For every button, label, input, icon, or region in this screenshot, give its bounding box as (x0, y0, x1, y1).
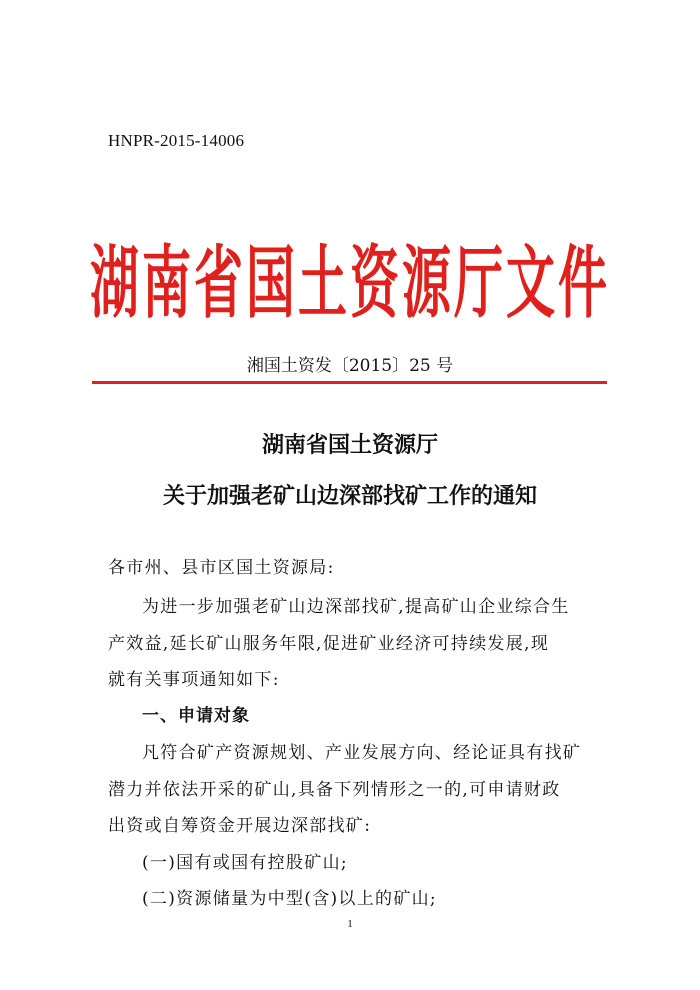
document-title-line-1: 湖南省国土资源厅 (261, 433, 438, 458)
intro-paragraph-line: 产效益,延长矿山服务年限,促进矿业经济可持续发展,现 (108, 634, 550, 654)
intro-paragraph-line: 为进一步加强老矿山边深部找矿,提高矿山企业综合生 (142, 597, 570, 617)
document-number: 湘国土资发〔2015〕25 号 (246, 356, 454, 376)
document-title-line-2: 关于加强老矿山边深部找矿工作的通知 (162, 484, 537, 509)
intro-paragraph-line: 就有关事项通知如下: (108, 670, 280, 690)
page-number: 1 (347, 918, 353, 930)
section-paragraph-line: 出资或自筹资金开展边深部找矿: (108, 816, 372, 836)
section-paragraph-line: 潜力并依法开采的矿山,具备下列情形之一的,可申请财政 (108, 780, 561, 800)
list-item: (一)国有或国有控股矿山; (142, 853, 348, 873)
red-document-header: 湖南省国土资源厅文件 (89, 236, 610, 330)
section-paragraph-line: 凡符合矿产资源规划、产业发展方向、经论证具有找矿 (142, 743, 582, 763)
section-heading: 一、申请对象 (142, 706, 250, 726)
document-code: HNPR-2015-14006 (108, 131, 245, 150)
red-divider-line (92, 381, 607, 384)
salutation: 各市州、县市区国土资源局: (108, 558, 335, 578)
list-item: (二)资源储量为中型(含)以上的矿山; (142, 889, 437, 909)
